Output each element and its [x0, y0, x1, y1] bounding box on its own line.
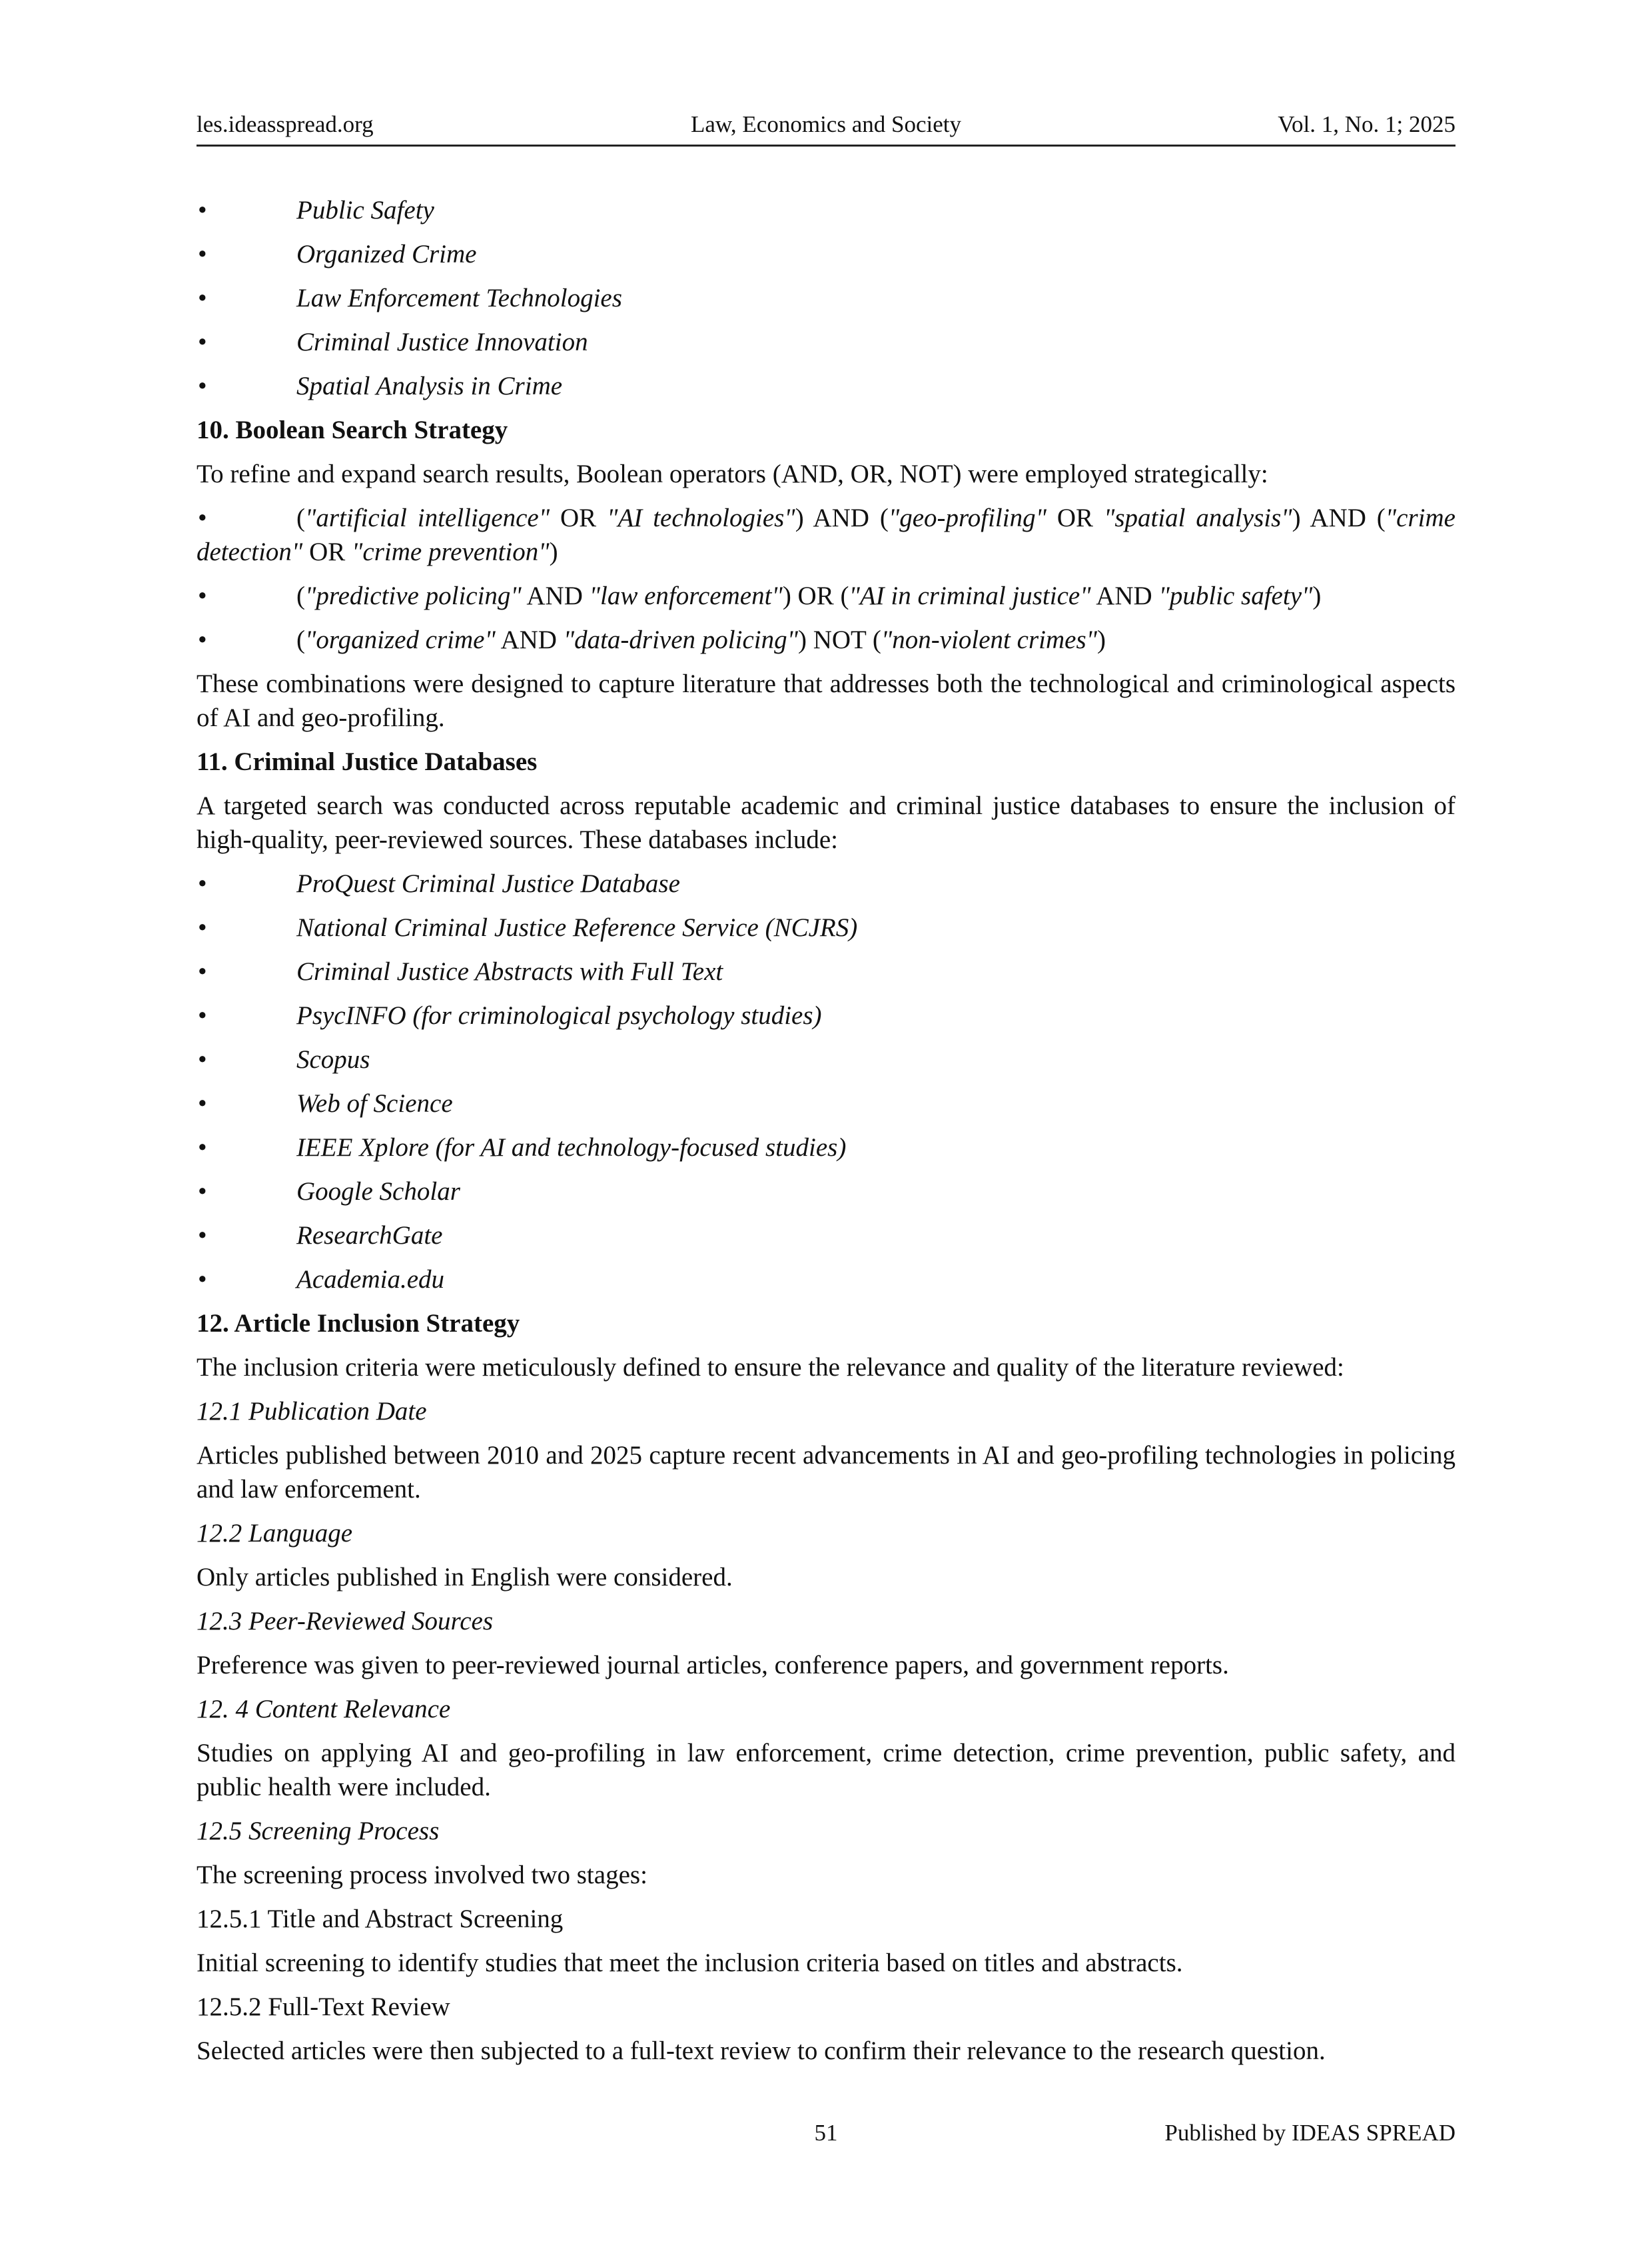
volume-info: Vol. 1, No. 1; 2025: [1278, 111, 1455, 137]
page-footer: [197, 2120, 1455, 2153]
subsection-heading: 12. 4 Content Relevance: [197, 1695, 451, 1723]
subsubsection-heading: 12.5.1 Title and Abstract Screening: [197, 1905, 564, 1933]
bullet-icon: •: [198, 913, 207, 942]
bullet-icon: •: [198, 240, 207, 268]
bullet-icon: •: [198, 372, 207, 400]
database-item: • Web of Science: [197, 1087, 1455, 1121]
paragraph: Initial screening to identify studies that meet the inclusion criteria based on titles and abstracts.: [197, 1949, 1183, 1977]
subsection-heading: 12.5 Screening Process: [197, 1817, 440, 1845]
paragraph: These combinations were designed to capture literature that addresses both the technological and criminological aspects of AI and geo-profiling.: [197, 670, 1455, 732]
paragraph: Only articles published in English were considered.: [197, 1563, 733, 1591]
database-item: • Academia.edu: [197, 1262, 1455, 1296]
paragraph: Studies on applying AI and geo-profiling in law enforcement, crime detection, crime prevention, public safety, and public health were included.: [197, 1739, 1455, 1801]
boolean-query-item: • ("artificial intelligence" OR "AI technologies") AND ("geo-profiling" OR "spatial analysis") AND ("crime detection" OR "crime prevention"): [197, 501, 1455, 569]
bullet-icon: •: [198, 328, 207, 356]
database-item: • ResearchGate: [197, 1218, 1455, 1252]
section-heading: 10. Boolean Search Strategy: [197, 416, 508, 444]
list-item: • Spatial Analysis in Crime: [197, 369, 1455, 403]
journal-url[interactable]: les.ideasspread.org: [197, 111, 374, 137]
database-item: • IEEE Xplore (for AI and technology-focused studies): [197, 1130, 1455, 1164]
subsection-heading: 12.3 Peer-Reviewed Sources: [197, 1607, 494, 1635]
bullet-icon: •: [198, 1089, 207, 1118]
paragraph: Preference was given to peer-reviewed journal articles, conference papers, and government reports.: [197, 1651, 1229, 1679]
boolean-query-item: • ("organized crime" AND "data-driven policing") NOT ("non-violent crimes"): [197, 623, 1455, 657]
bullet-icon: •: [198, 957, 207, 986]
bullet-icon: •: [198, 626, 207, 654]
subsection-heading: 12.2 Language: [197, 1519, 352, 1548]
list-item: • Public Safety: [197, 193, 1455, 227]
boolean-query-item: • ("predictive policing" AND "law enforcement") OR ("AI in criminal justice" AND "public safety"): [197, 579, 1455, 613]
bullet-icon: •: [198, 1221, 207, 1250]
database-item: • ProQuest Criminal Justice Database: [197, 867, 1455, 901]
paragraph: To refine and expand search results, Boolean operators (AND, OR, NOT) were employed strategically:: [197, 460, 1268, 488]
running-header: [197, 110, 1455, 147]
list-item: • Law Enforcement Technologies: [197, 281, 1455, 315]
bullet-icon: •: [198, 869, 207, 898]
list-item: • Criminal Justice Innovation: [197, 325, 1455, 359]
body-text: [197, 193, 1455, 2078]
paragraph: The screening process involved two stages:: [197, 1861, 647, 1889]
section-heading: 12. Article Inclusion Strategy: [197, 1309, 520, 1338]
paragraph: A targeted search was conducted across reputable academic and criminal justice databases to ensure the inclusion of high-quality, peer-reviewed sources. These databases include:: [197, 791, 1455, 854]
paragraph: Articles published between 2010 and 2025 capture recent advancements in AI and geo-profiling technologies in policing and law enforcement.: [197, 1441, 1455, 1504]
bullet-icon: •: [198, 582, 207, 610]
list-item: • Organized Crime: [197, 237, 1455, 271]
page-number: 51: [814, 2120, 838, 2146]
paragraph: Selected articles were then subjected to a full-text review to confirm their relevance to the research question.: [197, 2036, 1326, 2065]
bullet-icon: •: [198, 504, 207, 532]
section-heading: 11. Criminal Justice Databases: [197, 747, 538, 776]
database-item: • Scopus: [197, 1043, 1455, 1077]
bullet-icon: •: [198, 1001, 207, 1030]
database-item: • Google Scholar: [197, 1174, 1455, 1208]
bullet-icon: •: [198, 1177, 207, 1206]
bullet-icon: •: [198, 1133, 207, 1162]
publisher-credit: Published by IDEAS SPREAD: [1164, 2120, 1455, 2146]
bullet-icon: •: [198, 284, 207, 312]
database-item: • National Criminal Justice Reference Service (NCJRS): [197, 911, 1455, 945]
journal-name: Law, Economics and Society: [691, 111, 961, 137]
database-item: • PsycINFO (for criminological psychology studies): [197, 999, 1455, 1033]
paragraph: The inclusion criteria were meticulously defined to ensure the relevance and quality of the literature reviewed:: [197, 1353, 1344, 1382]
bullet-icon: •: [198, 196, 207, 224]
bullet-icon: •: [198, 1265, 207, 1294]
subsection-heading: 12.1 Publication Date: [197, 1397, 427, 1426]
database-item: • Criminal Justice Abstracts with Full Text: [197, 955, 1455, 989]
subsubsection-heading: 12.5.2 Full-Text Review: [197, 1993, 450, 2021]
bullet-icon: •: [198, 1045, 207, 1074]
